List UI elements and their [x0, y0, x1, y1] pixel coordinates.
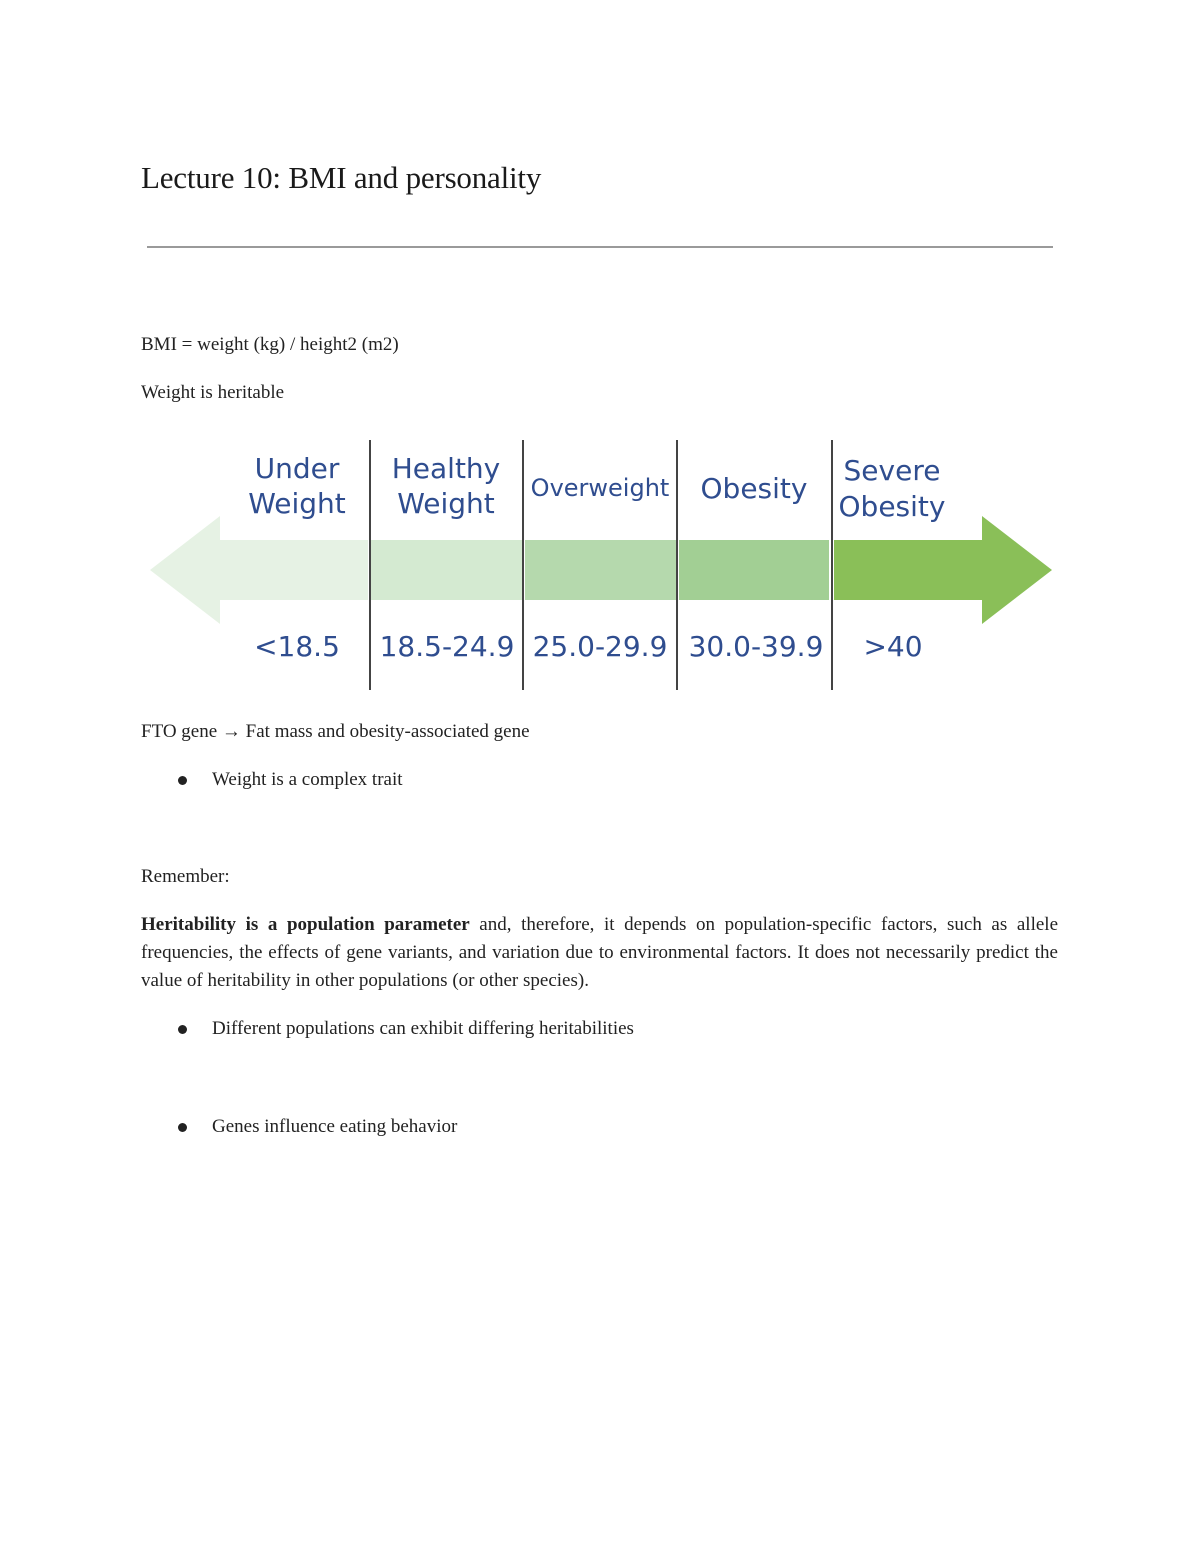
bmi-band-0 [150, 516, 368, 624]
label-healthy-1: Healthy [391, 452, 501, 485]
fto-gene-text: FTO gene → Fat mass and obesity-associated gene [141, 721, 530, 742]
bullet-icon [178, 1123, 187, 1132]
bmi-band-4 [834, 516, 1052, 624]
remember-label: Remember: [141, 866, 230, 887]
label-healthy-2: Weight [397, 487, 495, 520]
bmi-formula: BMI = weight (kg) / height2 (m2) [141, 334, 399, 355]
range-obesity: 30.0-39.9 [688, 630, 824, 663]
range-healthy: 18.5-24.9 [379, 630, 515, 663]
label-severe-2: Obesity [838, 490, 946, 523]
range-overweight: 25.0-29.9 [532, 630, 668, 663]
bmi-band-1 [371, 540, 522, 600]
label-obesity: Obesity [700, 472, 808, 505]
range-severe: >40 [863, 630, 923, 663]
bmi-band-2 [525, 540, 676, 600]
bmi-band-3 [679, 540, 829, 600]
bmi-category-chart [140, 436, 1060, 696]
heritability-paragraph [141, 911, 1058, 995]
label-overweight: Overweight [530, 474, 670, 502]
bullet-icon [178, 1025, 187, 1034]
page-title: Lecture 10: BMI and personality [141, 160, 542, 195]
bullet-icon [178, 776, 187, 785]
label-under-1: Under [254, 452, 340, 485]
list-item-text: Different populations can exhibit differing heritabilities [212, 1018, 634, 1039]
range-under: <18.5 [254, 630, 340, 663]
heritability-bold: Heritability is a population parameter [141, 914, 470, 935]
label-severe-1: Severe [843, 454, 941, 487]
heritability-rest: and, therefore, it depends on population-specific factors, such as allele frequencies, the effects of gene variants, and variation due to environmental factors. It does not necessarily predict the value of heritability in other populations (or other species). [141, 914, 1059, 991]
list-item-text: Genes influence eating behavior [212, 1116, 458, 1137]
list-item-text: Weight is a complex trait [212, 769, 403, 790]
weight-heritable-text: Weight is heritable [141, 382, 285, 403]
horizontal-rule [147, 246, 1053, 248]
label-under-2: Weight [248, 487, 346, 520]
